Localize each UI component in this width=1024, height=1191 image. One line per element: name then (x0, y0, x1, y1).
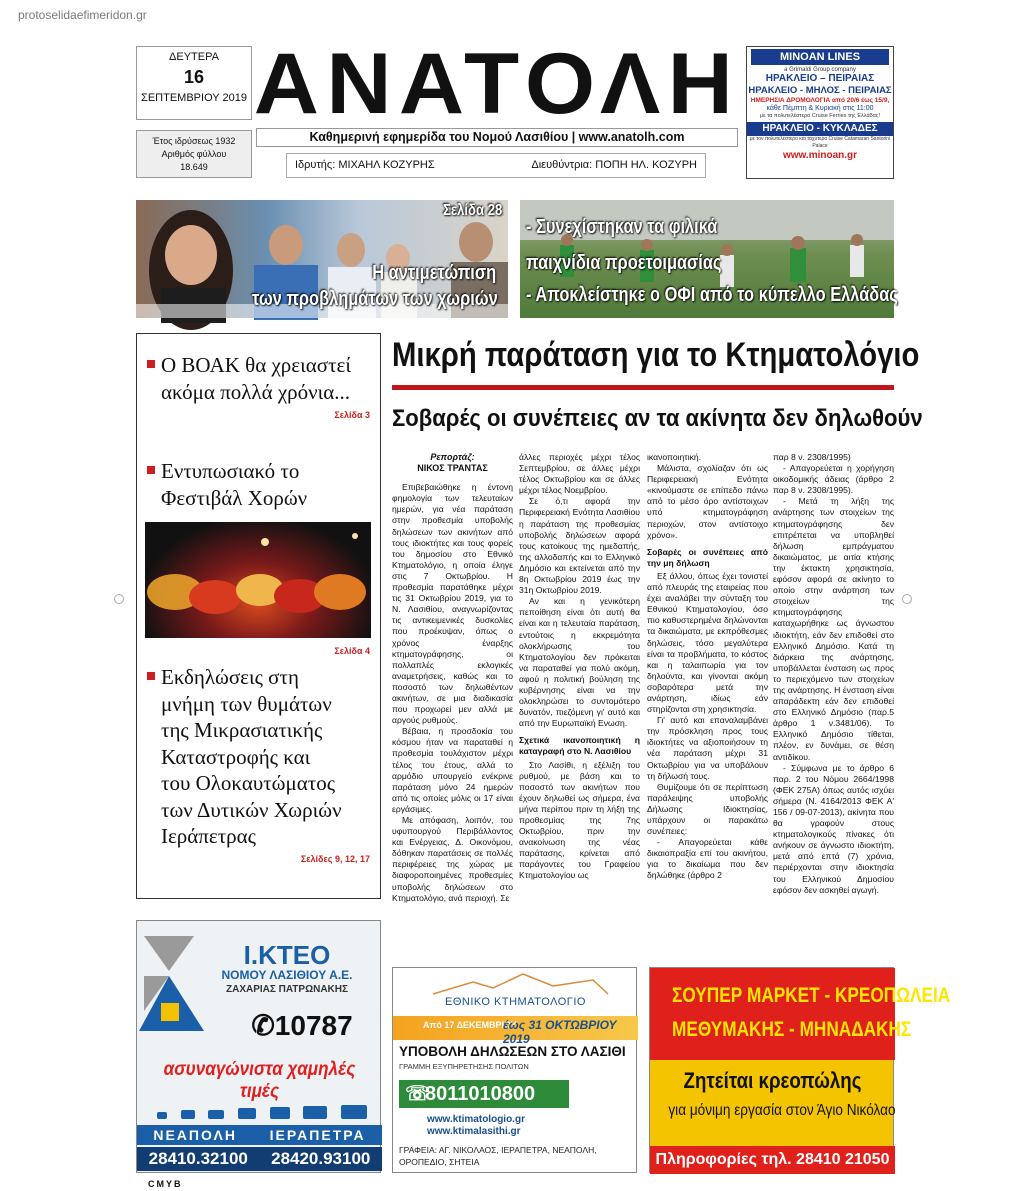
date-from: Από 17 ΔΕΚΕΜΒΡΙΟΥ (423, 1020, 517, 1030)
banner-right-line1: - Συνεχίστηκαν τα φιλικά (526, 216, 718, 238)
founders-line (286, 153, 706, 178)
teaser-box (136, 333, 381, 899)
minoan-note1: ΗΜΕΡΗΣΙΑ ΔΡΟΜΟΛΟΓΙΑ από 20/6 έως 15/9, (750, 97, 890, 104)
teaser-festival-line2: Φεστιβάλ Χορών (161, 486, 308, 510)
story-column-2 (519, 452, 640, 882)
minoan-logo: MINOAN LINES (751, 49, 889, 65)
minoan-route2: ΗΡΑΚΛΕΙΟ - ΜΗΛΟΣ - ΠΕΙΡΑΙΑΣ (748, 85, 892, 96)
minoan-note3: με τα πολυτελέστερα Cruise Ferries της Ελλάδας! (759, 113, 881, 119)
founded-year: Έτος ιδρύσεως 1932 (152, 136, 236, 146)
minoan-note4: με τον πολυτελέστερο και ταχύτερο Cruise Catamaran Santorini Palace (749, 136, 891, 149)
kteo-cities (137, 1125, 382, 1145)
ktimatologio-tel (399, 1080, 569, 1108)
headline-rule (392, 385, 894, 390)
masthead-title: ΑΝΑΤΟΛΗ (253, 36, 741, 132)
supermarket-line2: ΜΕΘΥΜΑΚΗΣ - ΜΗΝΑΔΑΚΗΣ (672, 1018, 912, 1041)
director: Διευθύντρια: ΠΟΠΗ ΗΛ. ΚΟΖΥΡΗ (531, 159, 697, 171)
minoan-url[interactable]: www.minoan.gr (782, 150, 858, 161)
paragraph: Με απόφαση, λοιπόν, του υφυπουργού Περιβάλλοντος και Ενέργειας, Δ. Οικονόμου, δόθηκαν παρατάσεις σε πολλές περιφέρειες της χώρας με διαφοροποιημένες προθεσμίες υποβολής δηλώσεων στο Κτηματολόγιο, ανά περιοχή. Σε (392, 815, 513, 903)
teaser-festival-page: Σελίδα 4 (334, 646, 370, 656)
teaser-festival-line1: Εντυπωσιακό το (161, 459, 300, 483)
banner-right-line2: παιχνίδια προετοιμασίας (526, 252, 722, 274)
ktimatologio-dates (393, 1016, 638, 1046)
supermarket-info: Πληροφορίες τηλ. 28410 21050 (650, 1146, 895, 1174)
teaser-line: μνήμη των θυμάτων (161, 691, 332, 716)
paragraph: άλλες περιοχές μέχρι τέλος Σεπτεμβρίου, σε άλλες μέχρι τέλος Οκτωβρίου και σε άλλες μέχρι τέλος Νοεμβρίου. (519, 452, 640, 496)
bullet-square-icon (147, 360, 155, 368)
paragraph: Επιβεβαιώθηκε η έντονη φημολογία των τελευταίων ημερών, για νέα παράταση στην προθεσμία υποβολής δηλώσεων των ακινήτων από τους ιδιοκτήτες και τους φορείς του δημοσίου στο Εθνικό Κτηματολόγιο, η οποία έληγε στις 7 Οκτωβρίου. Η προθεσμία παρατάθηκε μέχρι τις 31 Οκτωβρίου 2019, για το Ν. Λασιθίου, αναγνωρίζοντας τις αντικειμενικές δυσκολίες που προέκυψαν, όπως ο χρόνος έναρξης κτηματογράφησης, οι πολλαπλές εκλογικές αναμετρήσεις, καθώς και το ποσοστό των δηλωθέντων ακινήτων, σε μια διαδικασία που προχωρεί μεν αλλά με αργούς ρυθμούς. (392, 482, 513, 726)
kteo-phone (237, 1009, 367, 1042)
paragraph: - Απαγορεύεται η χορήγηση οικοδομικής άδειας (άρθρο 2 παρ 8 ν. 2308/1995). (773, 463, 894, 496)
phone-icon: ✆ (251, 1010, 275, 1041)
paragraph: Βέβαια, η προσδοκία του κόσμου ήταν να παραταθεί η προθεσμία τουλάχιστον μέχρι τέλος του έτους, αλλά το αρμόδιο υπουργείο ενέκρινε παράταση μόνο 24 ημερών από τις οποίες μόλις οι 17 είναι εργάσιμες. (392, 726, 513, 814)
kteo-name: Ι.ΚΤΕΟ (243, 940, 331, 970)
teaser-line: Καταστροφής και (161, 744, 311, 769)
paragraph: ικανοποιητική. (647, 452, 702, 462)
banner-villages[interactable] (136, 200, 508, 318)
story-subsection-heading: Σοβαρές οι συνέπειες από την μη δήλωση (647, 546, 768, 568)
banner-left-line1: Η αντιμετώπιση (372, 262, 496, 284)
paragraph: - Σύμφωνα με το άρθρο 6 παρ. 2 του Νόμου 2664/1998 (ΦΕΚ 275Α) όπως αυτός ισχύει σήμερα (Ν. 4164/2013 ΦΕΚ Α' 156 / 09-07-2013), ακίνητα που θα γραφούν στους κτηματολογικούς πίνακες ότι ανήκουν σε άγνωστο ιδιοκτήτη, μετά από επτά (7) χρόνια, περιέρχονται στην ιδιοκτησία του Ελληνικού Δημοσίου εφόσον δεν ασκηθεί αγωγή. (773, 762, 894, 895)
banner-left-page: Σελίδα 28 (442, 202, 502, 219)
minoan-route3: ΗΡΑΚΛΕΙΟ - ΚΥΚΛΑΔΕΣ (747, 122, 893, 136)
day-number: 16 (183, 67, 205, 88)
byline-label: Ρεπορτάζ: (430, 452, 475, 462)
teaser-line: Ιεράπετρας (161, 824, 256, 848)
supermarket-top (650, 968, 951, 1060)
minoan-lines-ad[interactable] (746, 46, 894, 179)
kteo-promo: ασυναγώνιστα χαμηλές τιμές (163, 1059, 356, 1102)
story-subhead: Σοβαρές οι συνέπειες αν τα ακίνητα δεν δηλωθούν (392, 405, 923, 432)
story-column-1 (392, 452, 513, 904)
date-to: έως 31 ΟΚΤΩΒΡΙΟΥ 2019 (503, 1018, 617, 1046)
registration-mark-icon (902, 594, 912, 604)
kteo-city1: ΝΕΑΠΟΛΗ (153, 1127, 237, 1143)
supermarket-job: για μόνιμη εργασία στον Άγιο Νικόλαο (668, 1102, 896, 1119)
teaser-commemoration-page: Σελίδες 9, 12, 17 (300, 854, 370, 864)
minoan-route1: ΗΡΑΚΛΕΙΟ – ΠΕΙΡΑΙΑΣ (765, 73, 875, 84)
teaser-voak-line2: ακόμα πολλά χρόνια... (161, 380, 351, 404)
banner-left-line2: των προβλημάτων των χωριών (252, 288, 498, 310)
teaser-voak-line1: Ο ΒΟΑΚ θα χρειαστεί (161, 353, 351, 377)
kteo-ad[interactable] (136, 920, 381, 1173)
paragraph: Στο Λασίθι, η εξέλιξη του ρυθμού, με βάση και το ποσοστό των ακινήτων που έχουν δηλωθεί ως σήμερα, ένα μήνα περίπου πριν τη λήξη της προθεσμίας της 7ης Οκτωβρίου, πριν την ανακοίνωση της νέας παράτασης, κρίνεται από παράγοντες του Γραφείου Κτηματολογίου ως (519, 759, 640, 881)
teaser-line: των Δυτικών Χωριών (161, 797, 342, 822)
issue-info-box (136, 130, 252, 178)
kteo-sub: ΝΟΜΟΥ ΛΑΣΙΘΙΟΥ Α.Ε. (221, 968, 353, 982)
date-box (136, 46, 252, 120)
paragraph: Εξ άλλου, όπως έχει τονιστεί από πλευράς της εταιρείας που έχει αναλάβει την σύνταξη του Εθνικού Κτηματολογίου, όσο πιο καθυστερημένα δηλώνονται τα δικαιώματα, με εκπρόθεσμες δηλώσεις, τόσο μεγαλύτερα είναι τα προβλήματα, το κόστος και η ταλαιπωρία για τον δηλούντα, και γίνονται ακόμη σοβαρότερα μετά την ανάρτηση, ιδίως εάν στηρίζονται στη χρησικτησία. (647, 570, 768, 715)
paragraph: Μάλιστα, σχολίαζαν ότι ως Περιφερειακή Ενότητα «κινούμαστε σε επίπεδο πάνω από το μέσο όρο αντίστοιχων υπό κτηματογράφηση περιοχών, στον αντίστοιχο χρόνο». (647, 463, 768, 540)
source-label: protoselidaefimeridon.gr (18, 8, 147, 22)
supermarket-wanted: Ζητείται κρεοπώλης (683, 1068, 862, 1093)
story-headline[interactable]: Μικρή παράταση για το Κτηματολόγιο (392, 336, 920, 374)
masthead-tagline: Καθημερινή εφημερίδα του Νομού Λασιθίου | www.anatolh.com (256, 128, 738, 147)
mountains-icon (393, 968, 638, 998)
kteo-owner: ΖΑΧΑΡΙΑΣ ΠΑΤΡΩΝΑΚΗΣ (226, 984, 348, 995)
registration-mark-icon (114, 594, 124, 604)
ktimatologio-title: ΕΘΝΙΚΟ ΚΤΗΜΑΤΟΛΟΓΙΟ (445, 996, 586, 1008)
ktimatologio-help: ΓΡΑΜΜΗ ΕΞΥΠΗΡΕΤΗΣΗΣ ΠΟΛΙΤΩΝ (399, 1062, 529, 1071)
minoan-note2: κάθε Πέμπτη & Κυριακή στις 11:00 (766, 105, 874, 112)
byline-name: ΝΙΚΟΣ ΤΡΑΝΤΑΣ (417, 463, 488, 474)
paragraph: παρ 8 ν. 2308/1995) (773, 452, 851, 462)
month-year: ΣΕΠΤΕΜΒΡΙΟΥ 2019 (141, 91, 247, 104)
ktimatologio-headline: ΥΠΟΒΟΛΗ ΔΗΛΩΣΕΩΝ ΣΤΟ ΛΑΣΙΘΙ (399, 1044, 626, 1059)
issue-label: Αριθμός φύλλου (161, 149, 227, 160)
story-column-4 (773, 452, 894, 896)
story-column-3 (647, 452, 768, 882)
issue-number: 18.649 (180, 162, 208, 173)
ktimatologio-offices: ΓΡΑΦΕΙΑ: ΑΓ. ΝΙΚΟΛΑΟΣ, ΙΕΡΑΠΕΤΡΑ, ΝΕΑΠΟΛΗ, ΟΡΟΠΕΔΙΟ, ΣΗΤΕΙΑ (399, 1145, 597, 1167)
phone-icon: ☏ (405, 1083, 431, 1105)
kteo-city2: ΙΕΡΑΠΕΤΡΑ (269, 1127, 366, 1143)
cmyb-marks: CMYB (148, 1179, 183, 1189)
teaser-voak[interactable] (147, 352, 372, 406)
ktimatologio-tel-number: 8011010800 (425, 1083, 536, 1105)
ktimatologio-web2[interactable]: www.ktimalasithi.gr (427, 1126, 521, 1137)
paragraph: Θυμίζουμε ότι σε περίπτωση παράλειψης υποβολής Δήλωσης Ιδιοκτησίας, υπάρχουν οι παρακάτω συνέπειες: (647, 781, 768, 837)
paragraph: Γι' αυτό και επαναλαμβάνει την πρόσκληση προς τους ιδιοκτήτες να αξιοποιήσουν τη νέα παράταση μέχρι 31 Οκτωβρίου για να υποβάλουν τη δήλωσή τους. (647, 715, 768, 781)
bullet-square-icon (147, 672, 155, 680)
paragraph: Σε ό,τι αφορά την Περιφερειακή Ενότητα Λασιθίου η παράταση της προθεσμίας υποβολής δηλώσεων αφορά τους κατοίκους της ημεδαπής, της αλλοδαπής και το Ελληνικό Δημόσιο και εκτείνεται από την 8η Οκτωβρίου 2019 έως την 31η Οκτωβρίου 2019. (519, 496, 640, 596)
bullet-square-icon (147, 466, 155, 474)
banner-sports[interactable] (520, 200, 898, 318)
kteo-phones (137, 1147, 382, 1171)
ktimatologio-web1[interactable]: www.ktimatologio.gr (427, 1114, 525, 1125)
teaser-line: Εκδηλώσεις στη (161, 665, 299, 689)
story-subsection-heading: Σχετικά ικανοποιητική η καταγραφή στο Ν. Λασιθίου (519, 735, 640, 757)
founder: Ιδρυτής: ΜΙΧΑΗΛ ΚΟΖΥΡΗΣ (295, 159, 435, 171)
byline (392, 452, 513, 474)
supermarket-line1: ΣΟΥΠΕΡ ΜΑΡΚΕΤ - ΚΡΕΟΠΩΛΕΙΑ (672, 984, 951, 1007)
kteo-phone2: 28420.93100 (271, 1149, 371, 1168)
weekday: ΔΕΥΤΕΡΑ (169, 51, 219, 63)
vehicles-icon (157, 1103, 367, 1119)
supermarket-ad[interactable] (649, 967, 951, 1173)
paragraph: - Μετά τη λήξη της ανάρτησης των στοιχείων της κτηματογράφησης δεν επιτρέπεται να υποβληθεί δήλωση εμπράγματου δικαιώματος, με αιτία κτήσης την έκτακτη χρησικτησία, εφόσον αφορά σε ακίνητο το οποίο στην ανάρτηση των στοιχείων της κτηματογράφησης καταχωρήθηκε ως άγνωστου ιδιοκτήτη, εάν δεν επιδοθεί στο Ελληνικό Δημόσιο. Κατά τη διάρκεια της ανάρτησης, υποβάλλεται ένσταση ως προς το περιεχόμενο των στοιχείων της ανάρτησης. Η ένσταση είναι απαράδεκτη εάν δεν επιδοθεί στο Ελληνικό Δημόσιο (παρ.5 άρθρο 1 ν.3481/06). Το Ελληνικό Δημόσιο τίθεται, πλέον, εν δυνάμει, σε θέση αντιδίκου. (773, 496, 894, 762)
kteo-phone1: 28410.32100 (148, 1149, 248, 1168)
paragraph: Αν και η γενικότερη πεποίθηση είναι ότι αυτή θα είναι και η τελευταία παράταση, εντούτοις η εκκρεμότητα ολοκλήρωσης του Κτηματολογίου δεν πρόκειται να παραταθεί για πολύ ακόμη, αφού η πολιτική βούληση της κυβέρνησης είναι να την ολοκληρώσει το συντομότερο δυνατόν, πιεζόμενη γι' αυτό και από την Ευρωπαϊκή Ενωση. (519, 596, 640, 729)
teaser-festival[interactable] (147, 458, 372, 512)
teaser-line: της Μικρασιατικής (161, 718, 323, 742)
minoan-sub: a Grimaldi Group company (784, 67, 856, 73)
teaser-commemoration[interactable] (147, 664, 372, 850)
paragraph: - Απαγορεύεται κάθε δικαιοπραξία επί του ακινήτου, για το δικαίωμα που δεν δηλώθηκε (άρθρο 2 (647, 837, 768, 881)
ktimatologio-ad[interactable] (392, 967, 637, 1173)
teaser-line: του Ολοκαυτώματος (161, 771, 336, 795)
teaser-voak-page: Σελίδα 3 (334, 410, 370, 420)
dance-festival-photo (145, 522, 371, 638)
banner-right-line3: - Αποκλείστηκε ο ΟΦΙ από το κύπελλο Ελλάδας (526, 284, 898, 306)
kteo-phone-number: 10787 (274, 1010, 353, 1041)
